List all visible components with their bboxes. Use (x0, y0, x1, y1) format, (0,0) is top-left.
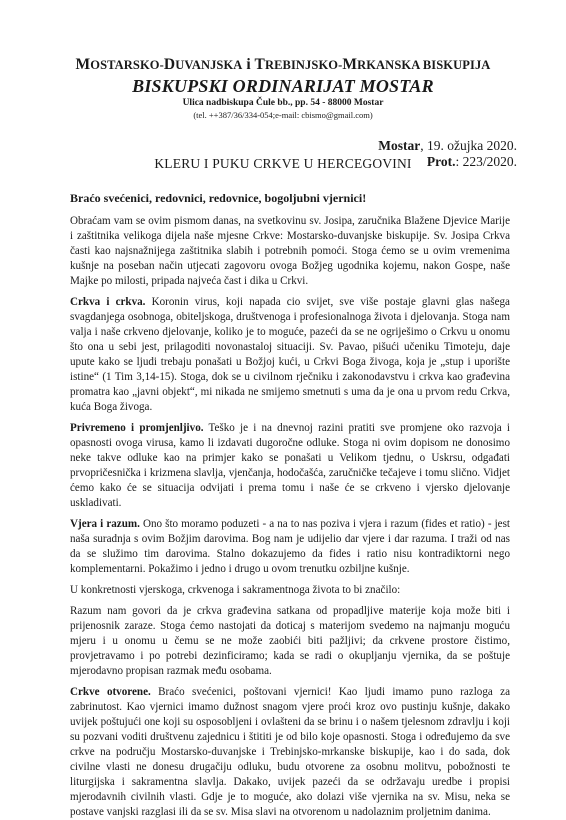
letter-date (378, 138, 517, 154)
prot-label: Prot. (426, 154, 456, 169)
paragraph-title: Crkva i crkva. (70, 296, 146, 308)
heading-letter: M (342, 56, 358, 73)
heading-letter: D (163, 56, 176, 73)
paragraph-body: Ono što moramo poduzeti - a na to nas poziva i vjera i razum (fides et ratio) - jest naša suradnja s ovim Božjim darovima. Bog nam je udijelio dar vjere i dar razuma. I traži od nas da se služimo tim darovima. Stalno dokazujemo da fides i ratio nisu kontradiktorni nego komplementarni. Pokažimo i jedno i drugo u ovom trenutku ozbiljne kušnje. (70, 518, 510, 575)
paragraph-privremeno (70, 421, 510, 511)
heading-smallcaps: RKANSKA BISKUPIJA (357, 58, 491, 72)
paragraph-title: Crkve otvorene. (70, 686, 151, 698)
paragraph-razum: Razum nam govori da je crkva građevina satkana od propadljive materije koja može biti i prijenosnik zaraze. Stoga ćemo nastojati da doticaj s materijom svedemo na najmanju moguću mjeru i u onomu u čemu se ne može zaobići biti pažljivi; da crkvene prostore čistimo, provjetravamo i po potrebi dezinficiramo; kada se radi o okupljanju vjernika, da se poštuje mjerodavno propisan razmak među osobama. (70, 605, 510, 677)
paragraph-body: Koronin virus, koji napada cio svijet, sve više postaje glavni glas našega svagdanjega osobnoga, obiteljskoga, društvenoga i profesionalnoga života i djelovanja. Stoga nam valja i naše crkveno djelovanje, koliko je to moguće, pazeći da se ne ogriješimo o Crkvu u onomu što ona u sebi jest, prilagoditi novonastaloj situaciji. Sv. Pavao, pišući učeniku Timoteju, daje upute kako se ljudi trebaju ponašati u Božjoj kući, u Crkvi Boga živoga, koja je „stup i uporište istine“ (1 Tim 3,14-15). Stoga, dok se u civilnom rječniku i zakonodavstvu i crkva kao građevina promatra kao „javni objekt“, mi nikada ne smijemo smetnuti s uma da je ona u prvom redu Crkva, kuća Boga živoga. (70, 296, 510, 413)
heading-conjunction: i (242, 56, 255, 73)
date-value: , 19. ožujka 2020. (420, 138, 517, 153)
paragraph-vjera-razum (70, 517, 510, 577)
dioceses-heading (0, 56, 566, 74)
paragraph-title: Vjera i razum. (70, 518, 140, 530)
addressee: KLERU I PUKU CRKVE U HERCEGOVINI (154, 156, 412, 171)
paragraph-body: Braćo svećenici, poštovani vjernici! Kao ljudi imamo puno razloga za zabrinutost. Kao vjernici imamo dužnost snagom vjere proći kroz ovo pustinju kušnje, dakako uvijek poštujući one koji su osposobljeni i ovlašteni da se brinu i o našem tjelesnom zdravlju i koji su pozvani voditi društvenu zajednicu i štititi je od bilo koje opasnosti. Stoga i određujemo da sve crkve na području Mostarsko-duvanjske i Trebinjsko-mrkanske biskupije, kao i do sada, dok civilne vlasti ne donesu drugačiju odluku, budu otvorene za osobnu molitvu, pobožnosti te liturgijska i sakramentna slavlja. Dakako, uvijek pazeći da se održavaju uredbe i propisi mjerodavnih civilnih vlasti. Gdje je to moguće, ako dolazi više vjernika na sv. Misu, neka se postave vanjski razglasi ili da se sv. Misa slavi na otvorenom u nadolaznim proljetnim danima. (70, 686, 511, 818)
office-contact: (tel. ++387/36/334-054;e-mail: cbismo@gmail.com) (193, 110, 373, 120)
paragraph-intro: Obraćam vam se ovim pismom danas, na svetkovinu sv. Josipa, zaručnika Blažene Djevice Marije i zaštitnika velikoga dijela naše mjesne Crkve: Mostarsko-duvanjske biskupije. Sv. Josipa Crkva časti kao najsnažnijega zaštitnika slabih i potrebnih pomoći. Stoga ćemo se u ovim vremenima kušnje na poseban način utjecati zagovoru ovoga Božjeg ugodnika kojemu, nakon Gospe, naše Majke po milosti, pripada najveća čast i dika u Crkvi. (70, 215, 510, 287)
heading-letter: M (75, 56, 91, 73)
paragraph-title: Privremeno i promjenljivo. (70, 422, 204, 434)
office-address: Ulica nadbiskupa Čule bb., pp. 54 - 88000 Mostar (182, 98, 384, 108)
office-title: BISKUPSKI ORDINARIJAT MOSTAR (132, 76, 434, 96)
place-label: Mostar (378, 138, 421, 153)
heading-smallcaps: OSTARSKO- (90, 58, 164, 72)
heading-smallcaps: REBINJSKO- (264, 58, 343, 72)
greeting: Braćo svećenici, redovnici, redovnice, bogoljubni vjernici! (70, 191, 367, 205)
paragraph-body: Teško je i na dnevnoj razini pratiti sve promjene oko razvoja i opasnosti ovoga virusa, kamo li izdavati dugoročne odluke. Stoga ni ovim dopisom ne donosimo neke takve odluke kao na primjer kako se ponašati u Velikom tjednu, o Uskrsu, odgađati prvopričesnička i krizmena slavlja, vjenčanja, hodočašća, zaručničke tečajeve i tomu slično. Vidjet ćemo kako će se situacija odvijati i prema tomu i naše će se crkveno i vjersko djelovanje uskladivati. (70, 422, 510, 509)
paragraph-crkva (70, 295, 510, 415)
prot-value: : 223/2020. (455, 154, 517, 169)
heading-smallcaps: UVANJSKA (175, 58, 243, 72)
heading-letter: T (254, 56, 265, 73)
paragraph-konkretnost: U konkretnosti vjerskoga, crkvenoga i sakramentnoga života to bi značilo: (70, 584, 401, 596)
